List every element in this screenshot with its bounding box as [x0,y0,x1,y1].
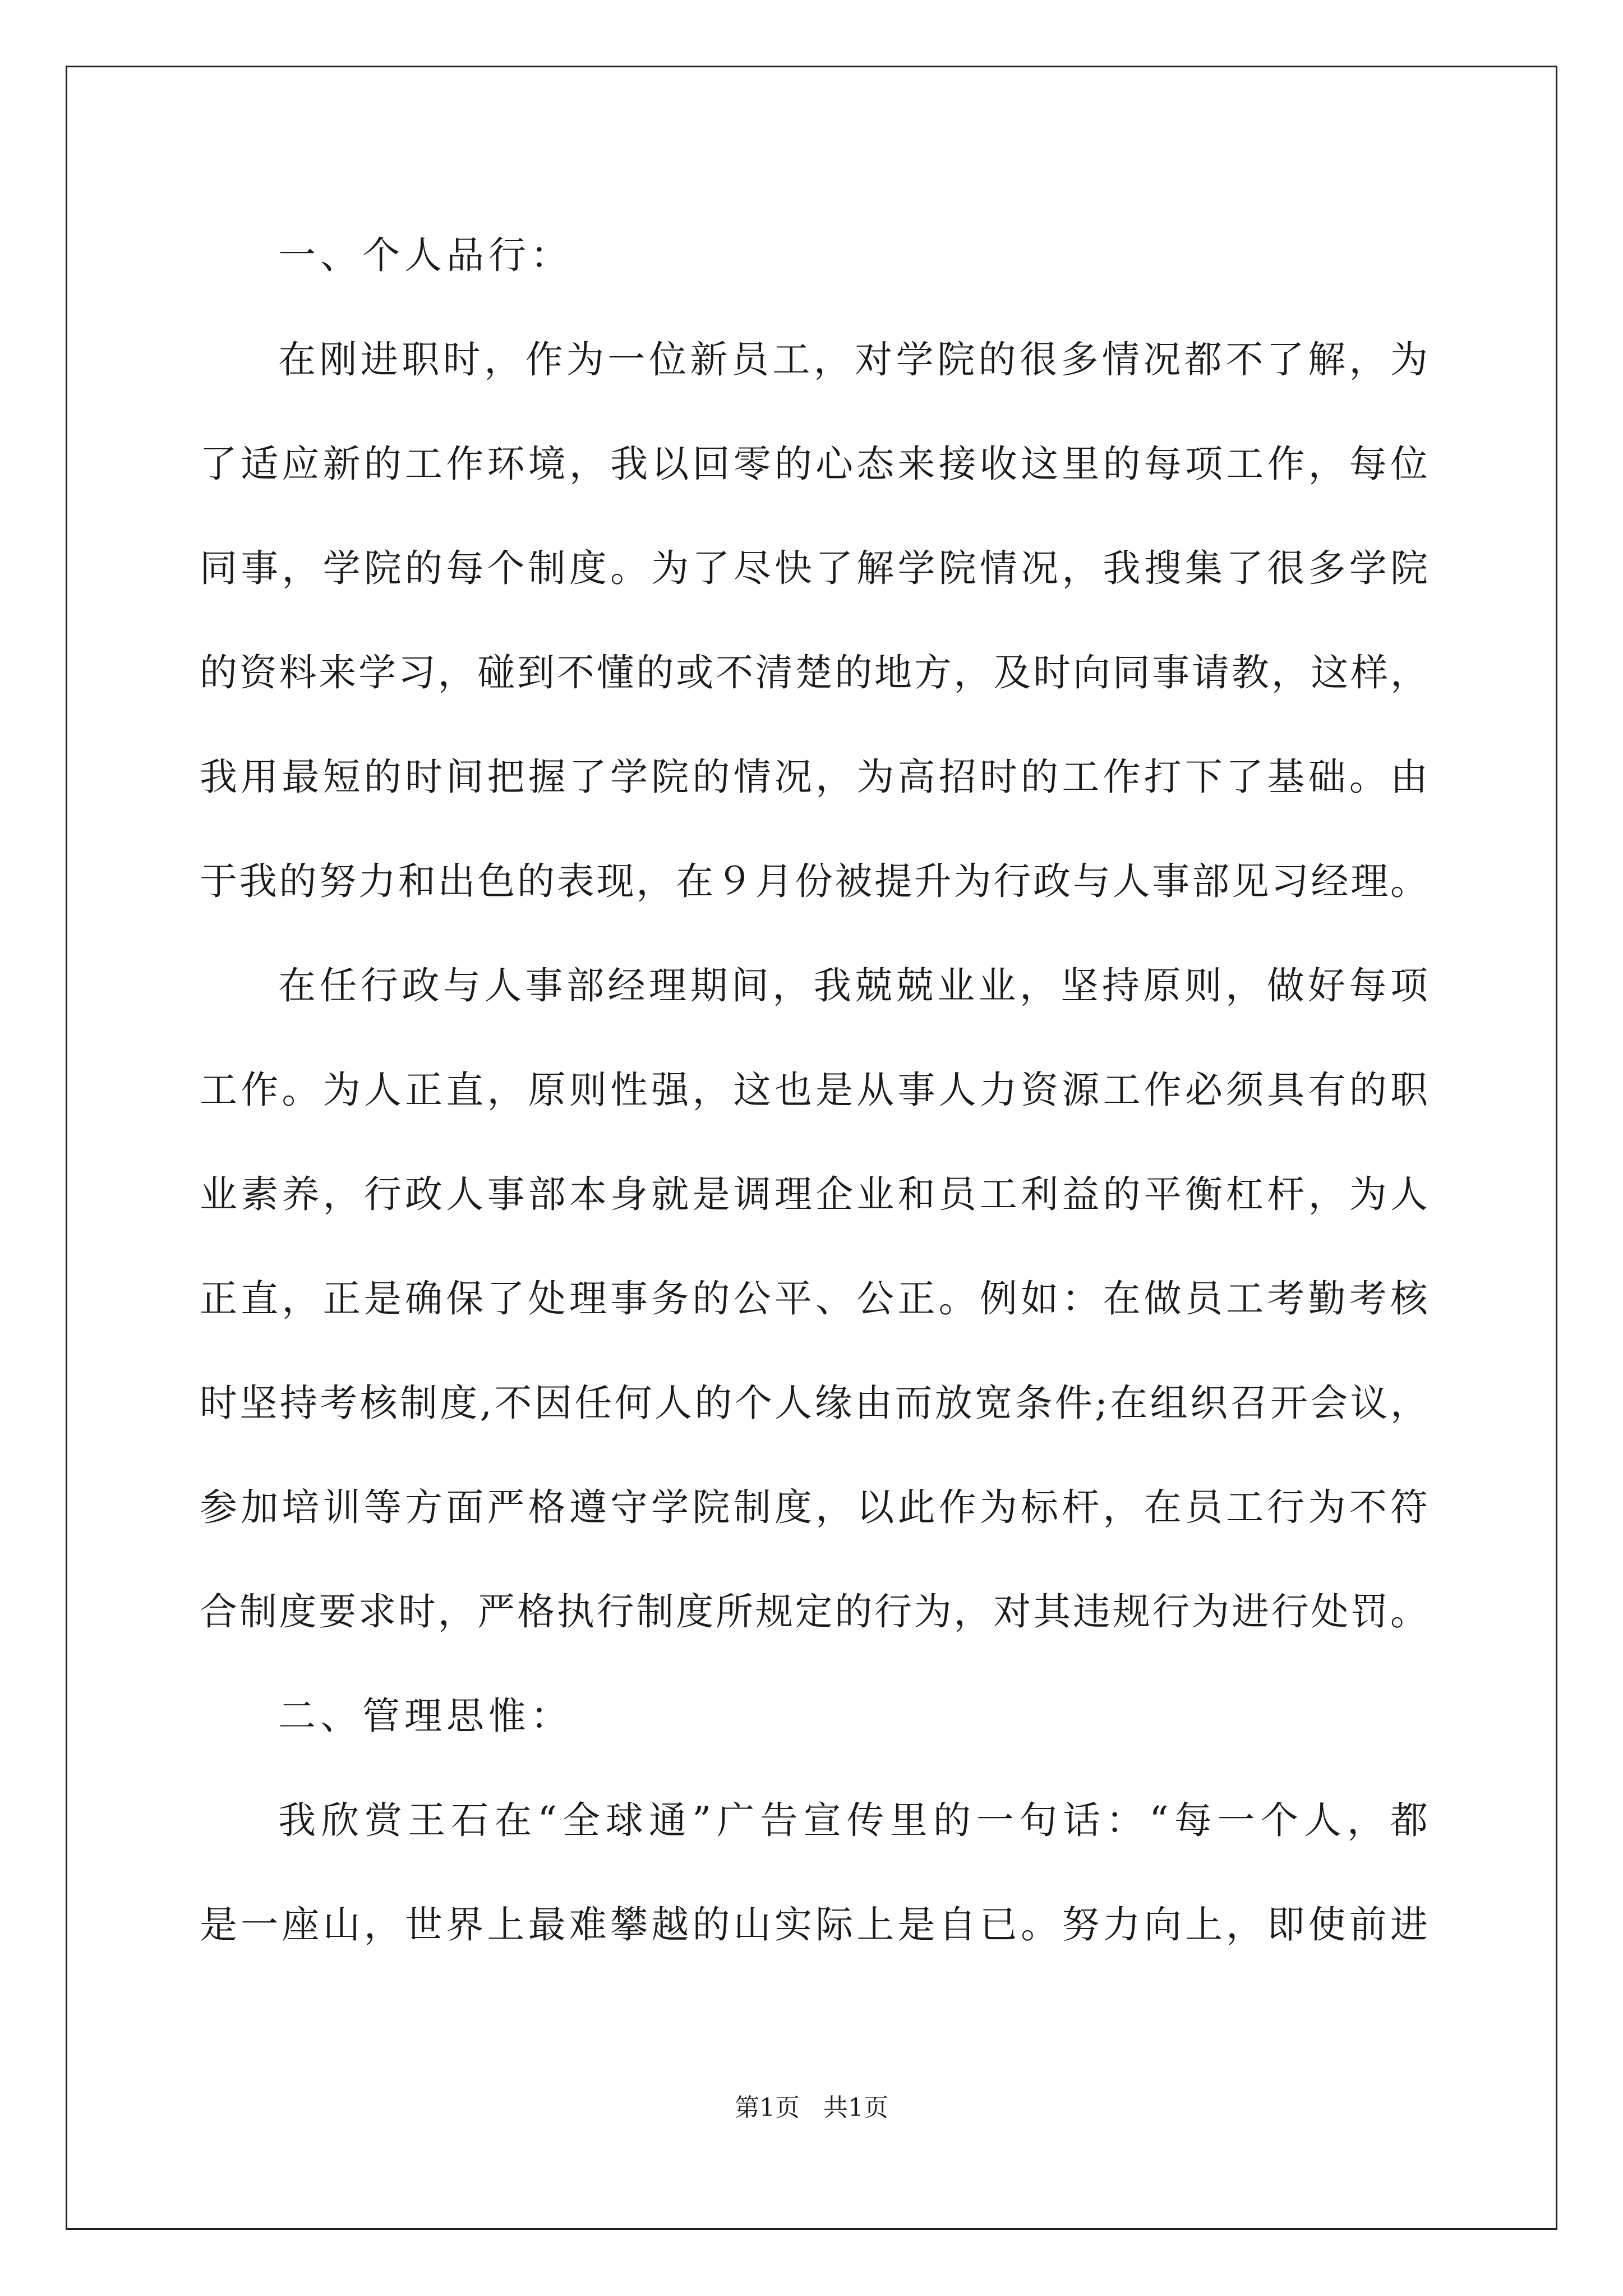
paragraph-line: 工作。为人正直，原则性强，这也是从事人力资源工作必须具有的职 [200,1068,1428,1112]
page-footer [0,2091,1623,2125]
paragraph-line: 了适应新的工作环境，我以回零的心态来接收这里的每项工作，每位 [200,442,1428,486]
paragraph-line: 是一座山，世界上最难攀越的山实际上是自已。努力向上，即使前进 [200,1903,1428,1947]
paragraph-line: 于我的努力和出色的表现，在９月份被提升为行政与人事部见习经理。 [200,859,1428,903]
paragraph-line: 我用最短的时间把握了学院的情况，为高招时的工作打下了基础。由 [200,755,1428,799]
paragraph-line: 时坚持考核制度,不因任何人的个人缘由而放宽条件;在组织召开会议， [200,1381,1428,1425]
paragraph-line: 合制度要求时，严格执行制度所规定的行为，对其违规行为进行处罚。 [200,1590,1428,1634]
paragraph-line: 正直，正是确保了处理事务的公平、公正。例如：在做员工考勤考核 [200,1277,1428,1320]
page-total: 共1页 [823,2093,888,2122]
heading-personal-conduct: 一、个人品行： [278,233,573,277]
paragraph-line: 业素养，行政人事部本身就是调理企业和员工利益的平衡杠杆，为人 [200,1172,1428,1216]
paragraph-line: 在任行政与人事部经理期间，我兢兢业业，坚持原则，做好每项 [278,964,1428,1007]
paragraph-line: 参加培训等方面严格遵守学院制度，以此作为标杆，在员工行为不符 [200,1485,1428,1529]
paragraph-line: 的资料来学习，碰到不懂的或不清楚的地方，及时向同事请教，这样， [200,651,1428,694]
paragraph-line: 在刚进职时，作为一位新员工，对学院的很多情况都不了解，为 [278,338,1428,381]
paragraph-line: 我欣赏王石在“全球通”广告宣传里的一句话：“每一个人，都 [278,1798,1428,1842]
heading-management-thinking: 二、管理思惟： [278,1694,573,1738]
paragraph-line: 同事，学院的每个制度。为了尽快了解学院情况，我搜集了很多学院 [200,546,1428,590]
page-number: 第1页 [735,2093,800,2122]
